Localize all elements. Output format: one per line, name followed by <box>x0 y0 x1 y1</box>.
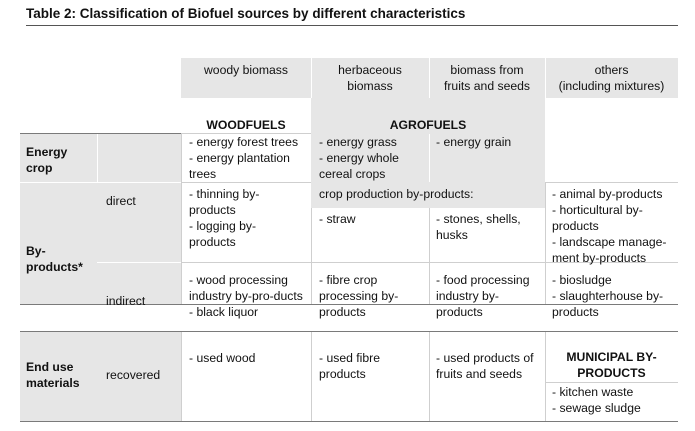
cell-energy-fruits: - energy grain <box>436 135 512 149</box>
col-header-woody: woody biomass <box>204 63 288 77</box>
cell-direct-others: - animal by-products - horticultural by- products - landscape manage- ment by-products <box>552 187 667 265</box>
title-rule <box>26 25 678 26</box>
cell-recovered-woody: - used wood <box>189 351 256 365</box>
cell-indirect-fruits: - food processing industry by- products <box>436 273 530 319</box>
col-header-fruits: biomass from fruits and seeds <box>443 63 531 93</box>
cell-indirect-woody: - wood processing industry by-pro-ducts - black liquor <box>189 273 303 319</box>
cell-energy-woody: - energy forest trees - energy plantation trees <box>189 135 299 181</box>
table-title: Table 2: Classification of Biofuel sources by different characteristics <box>26 6 466 21</box>
col-header-herbaceous: herbaceous biomass <box>338 63 402 93</box>
group-woodfuels: WOODFUELS <box>206 118 286 132</box>
cell-direct-fruits: - stones, shells, husks <box>436 212 521 242</box>
cell-recovered-herbaceous: - used fibre products <box>319 351 380 381</box>
cell-recovered-others: - kitchen waste - sewage sludge <box>552 385 641 415</box>
row-label-end-use: End use materials <box>26 360 80 390</box>
row-label-energy-crop: Energy crop <box>26 145 68 175</box>
cell-direct-herbaceous: - straw <box>319 212 356 226</box>
sub-label-recovered: recovered <box>106 368 161 382</box>
cell-direct-woody: - thinning by- products - logging by- products <box>189 187 260 249</box>
group-municipal-by-products: MUNICIPAL BY- PRODUCTS <box>566 350 657 380</box>
sub-label-column-bg <box>97 134 181 304</box>
cell-recovered-fruits: - used products of fruits and seeds <box>436 351 534 381</box>
sub-label-direct: direct <box>106 194 136 208</box>
sub-label-indirect: indirect <box>106 294 146 308</box>
cell-crop-production: crop production by-products: <box>319 187 474 201</box>
row-label-by-products: By- products* <box>26 244 83 274</box>
cell-indirect-herbaceous: - fibre crop processing by- products <box>319 273 399 319</box>
cell-indirect-others: - biosludge - slaughterhouse by- products <box>552 273 664 319</box>
col-header-others: others (including mixtures) <box>558 63 665 93</box>
group-agrofuels: AGROFUELS <box>389 118 467 132</box>
cell-energy-herbaceous: - energy grass - energy whole cereal crops <box>319 135 399 181</box>
